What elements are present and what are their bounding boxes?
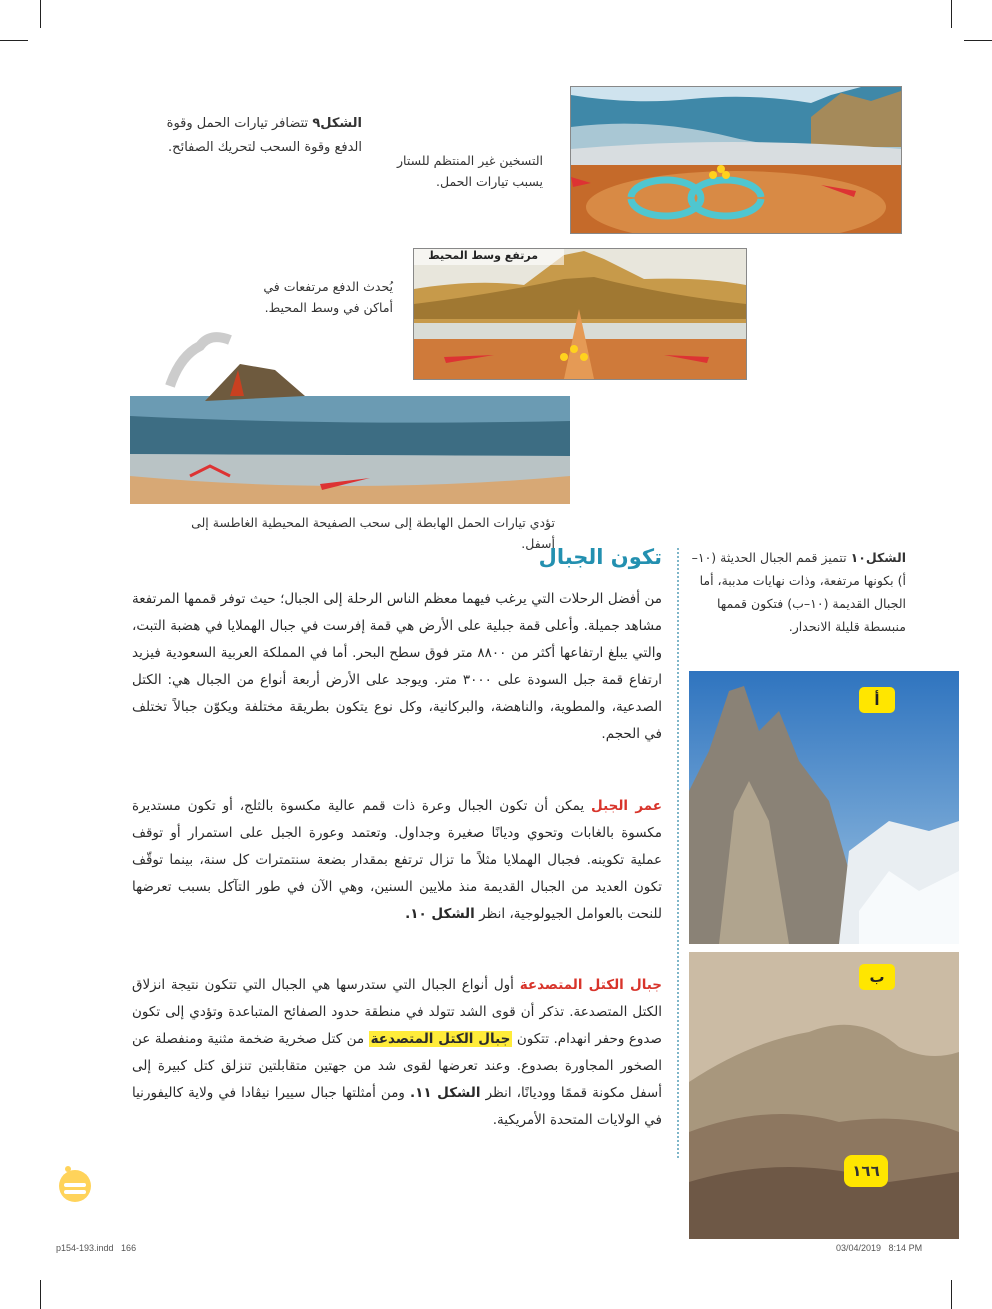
- figure10-caption-text: تتميز قمم الجبال الحديثة (١٠–أ) بكونها مرتفعة، وذات نهايات مدببة، أما الجبال القديمة (١٠–ب) فتكون قممها منبسطة قليلة الانحدار.: [691, 550, 906, 634]
- young-mountain-illustration: [689, 671, 959, 944]
- pull-label: تؤدي تيارات الحمل الهابطة إلى سحب الصفيحة المحيطية الغاطسة إلى أسفل.: [191, 515, 555, 551]
- fault-figure-ref: الشكل ١١.: [410, 1085, 481, 1101]
- publisher-logo-icon: [54, 1163, 96, 1205]
- push-label: يُحدث الدفع مرتفعات في أماكن في وسط المحيط.: [263, 279, 393, 315]
- fault-text-1: أول أنواع الجبال التي ستدرسها هي الجبال التي تتكون نتيجة انزلاق الكتل المتصدعة. تذكر أن قوى الشد تتولد في منطقة حدود الصفائح المتباعدة وتؤدي إلى تكون صدوع وحفر انهدام. تتكون: [132, 977, 662, 1047]
- crop-mark: [951, 1280, 952, 1309]
- old-mountain-illustration: [689, 952, 959, 1239]
- age-text: يمكن أن تكون الجبال وعرة ذات قمم عالية مكسوة بالثلج، أو تكون مستديرة مكسوة بالغابات وتحوي وديانًا صغيرة وجداول. وتعتمد وعورة الجبل على استمرار أو توقف عملية تكوينه. فجبال الهملايا مثلاً ما تزال ترتفع بمقدار بضعة سنتمترات كل سنة، بينما توقّف تكون العديد من الجبال القديمة منذ ملايين السنين، وهي الآن في طور التآكل بسبب تعرضها للنحت بالعوامل الجيولوجية، انظر: [132, 798, 662, 922]
- column-divider: [677, 548, 679, 1158]
- page-number-badge: [844, 1155, 888, 1187]
- figure10-caption: [684, 546, 906, 638]
- fault-paragraph: [132, 972, 662, 1134]
- subduction-illustration: [130, 326, 570, 504]
- crop-mark: [40, 0, 41, 28]
- crop-mark: [964, 40, 992, 41]
- page-number: ١٦٦: [852, 1162, 880, 1180]
- figure9-caption: [140, 112, 362, 160]
- fault-text-2: من كتل صخرية ضخمة مثنية ومنفصلة عن الصخور المجاورة بصدوع. وعند تعرضها لقوى شد من جهتين متقابلتين تنزلق كتل كبيرة إلى أسفل مكونة قممًا ووديانًا، انظر: [132, 1031, 662, 1101]
- intro-paragraph: من أفضل الرحلات التي يرغب فيهما معظم الناس الرحلة إلى الجبال؛ حيث توفر قممها المرتفعة مشاهد جميلة. وأعلى قمة جبلية على الأرض هي قمة إفرست في جبال الهملايا في هضبة التبت، والتي يبلغ ارتفاعها أكثر من ٨٨٠٠ متر فوق سطح البحر. أما في المملكة العربية السعودية فيزيد ارتفاع قمة جبل السودة على ٣٠٠٠ متر. ويوجد على الأرض أربعة أنواع من الجبال هي: الكتل الصدعية، والمطوية، والناهضة، والبركانية، وكل نوع يتكون بطريقة مختلفة ويكوّن جبالاً تختلف في الحجم.: [132, 591, 662, 742]
- age-heading: عمر الجبل: [591, 798, 662, 814]
- crop-mark: [951, 0, 952, 28]
- ridge-tag: مرتفع وسط المحيط: [428, 249, 538, 262]
- fault-term-highlight: جبال الكتل المتصدعة: [370, 1031, 511, 1047]
- fault-text-3: ومن أمثلتها جبال سييرا نيڤادا في ولاية كاليفورنيا في الولايات المتحدة الأمريكية.: [132, 1085, 662, 1128]
- badge-a: أ: [859, 687, 895, 713]
- publisher-logo: [54, 1163, 96, 1205]
- crop-mark: [0, 40, 28, 41]
- age-figure-ref: الشكل ١٠.: [405, 906, 475, 922]
- old-mountain-photo: [689, 952, 959, 1239]
- badge-b: ب: [859, 964, 895, 990]
- young-mountain-photo: [689, 671, 959, 944]
- crop-mark: [40, 1280, 41, 1309]
- footer-file: p154-193.indd 166: [56, 1243, 137, 1253]
- figure10-caption-label: الشكل١٠: [850, 550, 906, 565]
- figure9-caption-label: الشكل٩: [312, 116, 362, 131]
- convection-illustration: [571, 87, 901, 233]
- age-paragraph: [132, 793, 662, 928]
- convection-label: التسخين غير المنتظم للستار يسبب تيارات الحمل.: [396, 153, 543, 189]
- convection-diagram: [570, 86, 902, 234]
- section-title: تكون الجبال: [538, 545, 662, 569]
- figure9-caption-text: تتضافر تيارات الحمل وقوة الدفع وقوة السحب لتحريك الصفائح.: [166, 116, 362, 155]
- fault-heading: جبال الكتل المتصدعة: [519, 977, 663, 993]
- footer-date: 03/04/2019 8:14 PM: [836, 1243, 923, 1253]
- subduction-diagram: [130, 326, 570, 504]
